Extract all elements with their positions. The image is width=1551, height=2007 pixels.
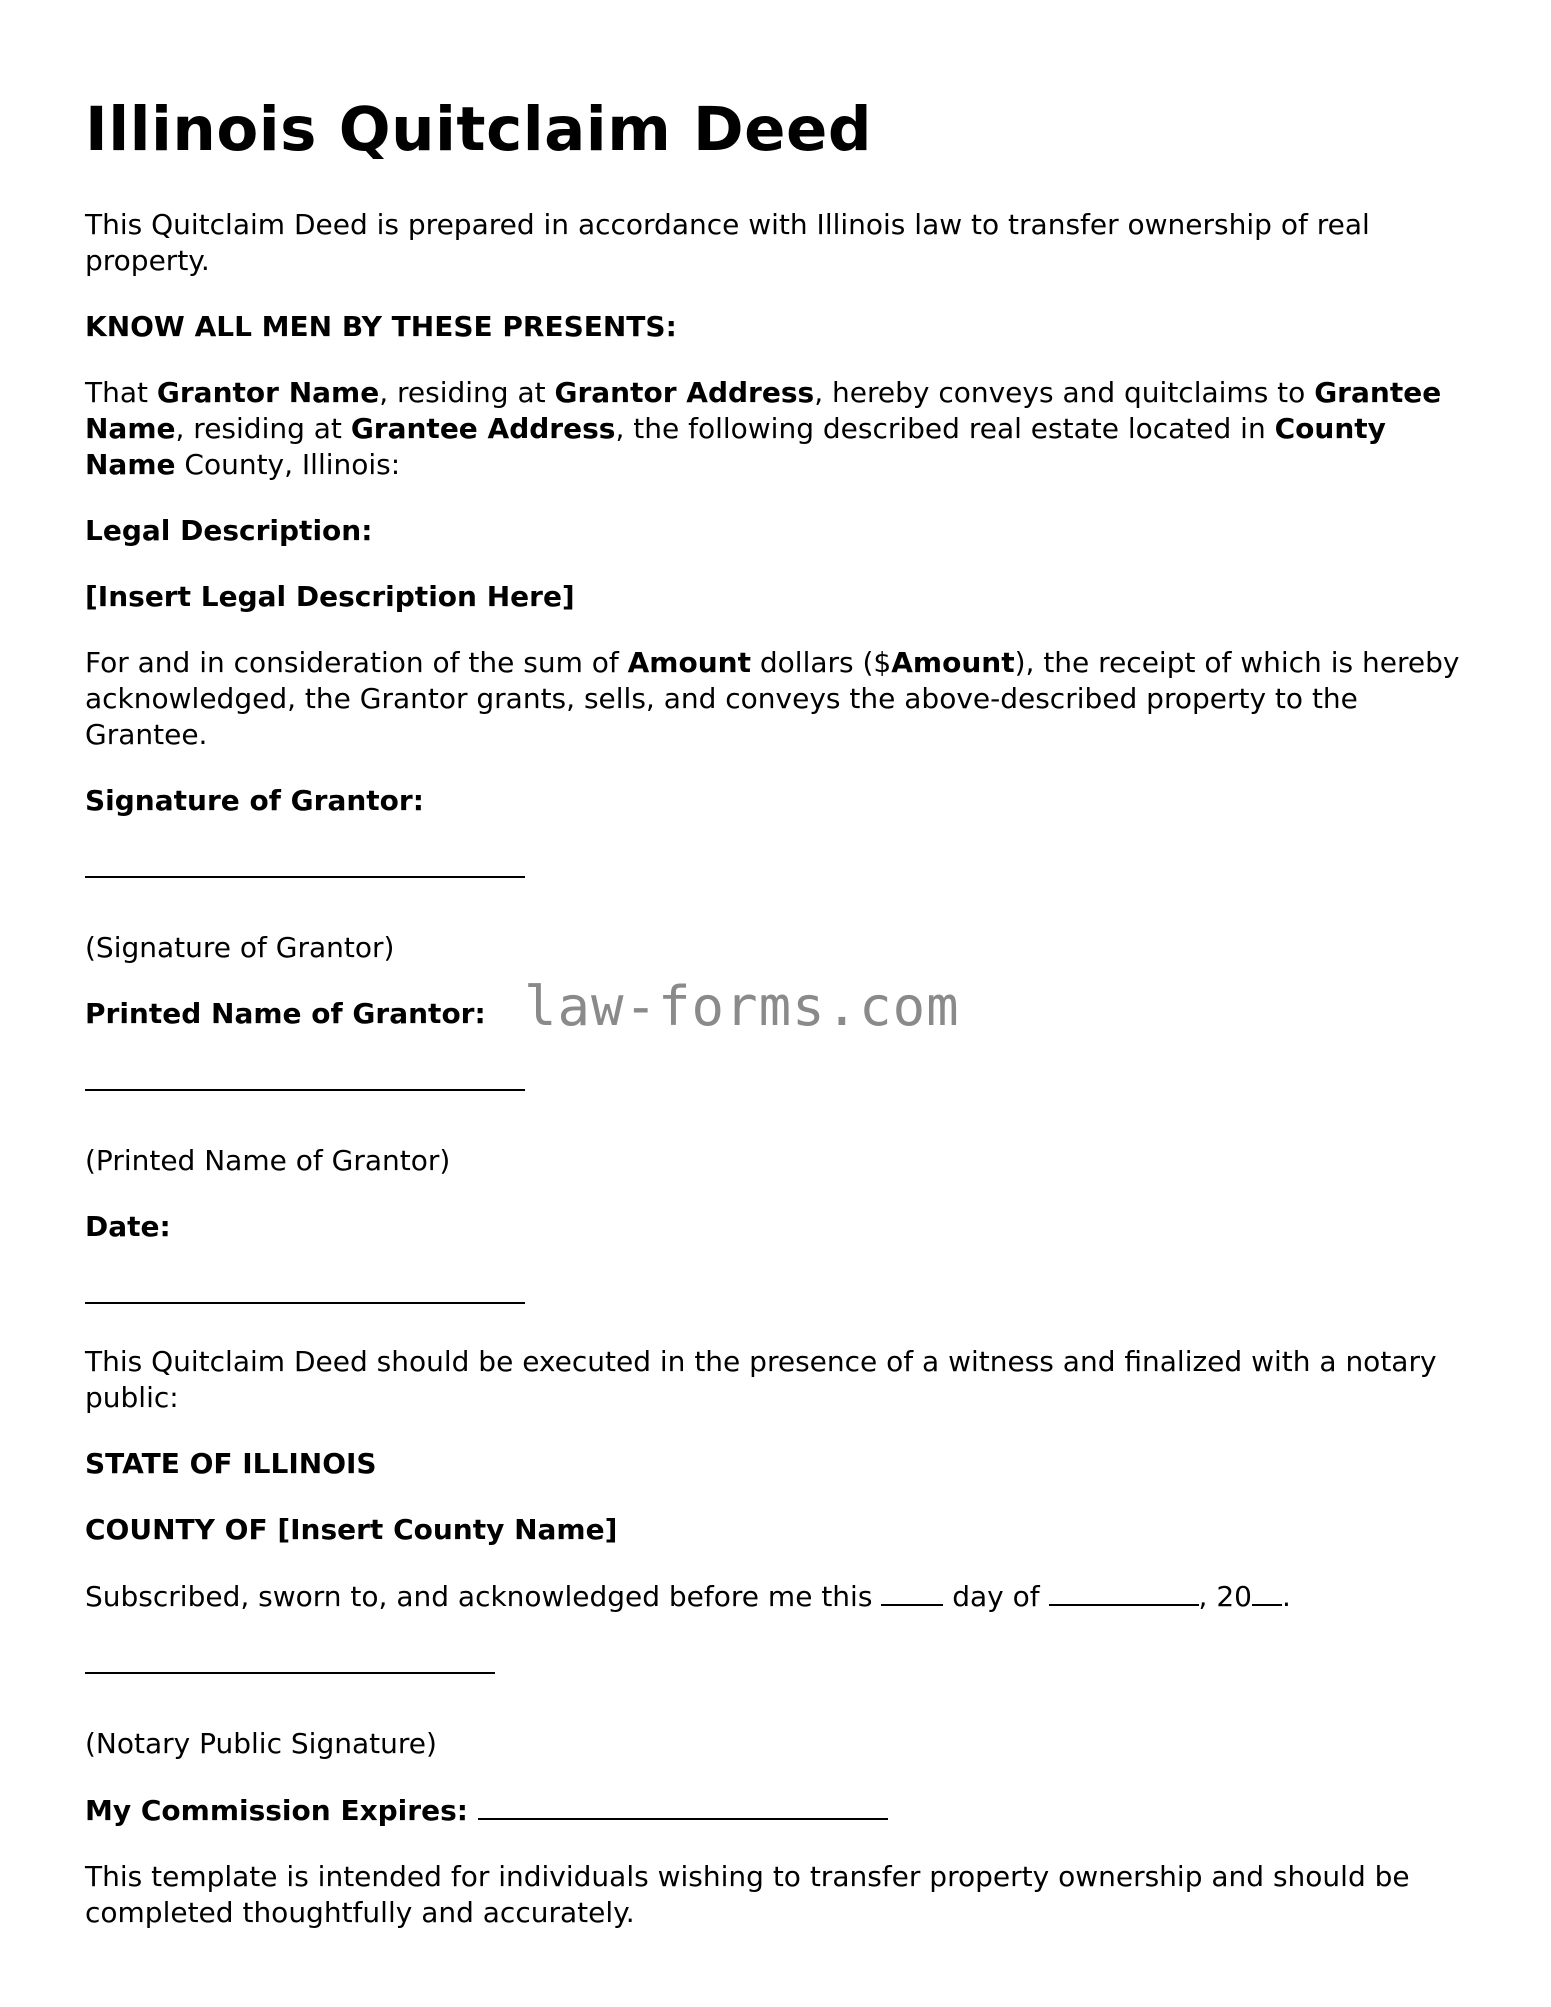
date-line[interactable]	[85, 1301, 525, 1304]
grantor-signature-line[interactable]	[85, 875, 525, 878]
grantor-name-field: Grantor Name	[156, 376, 380, 410]
notary-caption: (Notary Public Signature)	[85, 1727, 437, 1761]
commission-label: My Commission Expires:	[85, 1794, 478, 1828]
day-blank[interactable]	[881, 1578, 943, 1606]
legal-description-placeholder: [Insert Legal Description Here]	[85, 580, 575, 614]
grantor-address-field: Grantor Address	[554, 376, 815, 410]
month-blank[interactable]	[1049, 1578, 1199, 1606]
document-title: Illinois Quitclaim Deed	[85, 94, 873, 165]
year-blank[interactable]	[1252, 1578, 1282, 1606]
commission-expiry-blank[interactable]	[478, 1792, 888, 1820]
printed-name-line[interactable]	[85, 1088, 525, 1091]
amount-words-field: Amount	[627, 646, 751, 680]
execution-note: This Quitclaim Deed should be executed in the presence of a witness and finalized with a notary public:	[85, 1345, 1437, 1415]
closing-paragraph: This template is intended for individuals wishing to transfer property ownership and should be completed thoughtfully and accurately.	[85, 1860, 1410, 1930]
grantee-name-field: Grantee Name	[85, 376, 1442, 446]
county-name-field: County Name	[85, 412, 1386, 482]
conveyance-paragraph: That Grantor Name, residing at Grantor Address, hereby conveys and quitclaims to Grantee Name, residing at Grantee Address, the following described real estate located in County Name County, Illinois:	[85, 376, 1442, 482]
signature-caption: (Signature of Grantor)	[85, 931, 395, 965]
watermark-text: law-forms.com	[524, 975, 960, 1038]
printed-name-heading: Printed Name of Grantor:	[85, 997, 486, 1031]
date-heading: Date:	[85, 1210, 171, 1244]
know-all-heading: KNOW ALL MEN BY THESE PRESENTS:	[85, 310, 677, 344]
county-heading: COUNTY OF [Insert County Name]	[85, 1513, 618, 1547]
amount-number-field: Amount	[891, 646, 1015, 680]
legal-description-heading: Legal Description:	[85, 514, 373, 548]
intro-paragraph: This Quitclaim Deed is prepared in accordance with Illinois law to transfer ownership of real property.	[85, 208, 1370, 278]
commission-line	[85, 1792, 1475, 1829]
signature-heading: Signature of Grantor:	[85, 784, 424, 818]
printed-name-caption: (Printed Name of Grantor)	[85, 1144, 451, 1178]
state-heading: STATE OF ILLINOIS	[85, 1447, 377, 1481]
notary-signature-line[interactable]	[85, 1671, 495, 1674]
consideration-paragraph: For and in consideration of the sum of Amount dollars ($Amount), the receipt of which is hereby acknowledged, the Grantor grants, sells, and conveys the above-described property to the Grantee.	[85, 646, 1460, 752]
subscribed-paragraph: Subscribed, sworn to, and acknowledged before me this day of , 20 .	[85, 1580, 1291, 1614]
grantee-address-field: Grantee Address	[350, 412, 616, 446]
